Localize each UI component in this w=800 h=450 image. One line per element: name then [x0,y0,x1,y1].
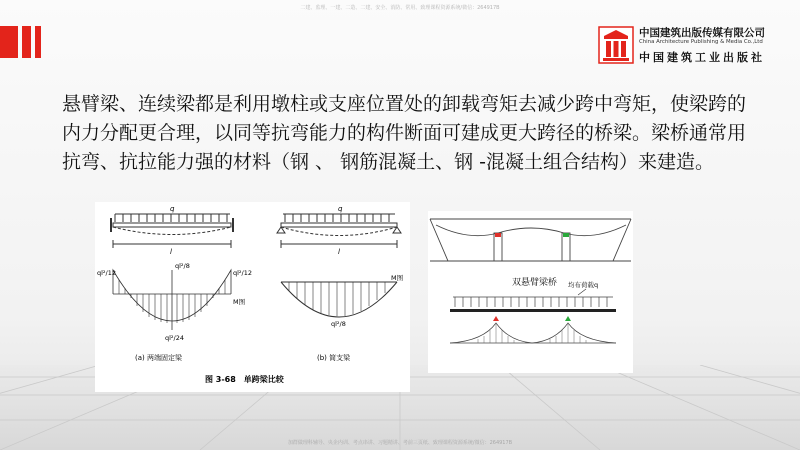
single-span-beam-figure [95,202,410,392]
load-label: 均布荷载q [568,281,599,289]
moment-end-right: ql²/12 [233,269,252,277]
paragraph-line: 悬臂梁、连续梁都是利用墩柱或支座位置处的卸载弯矩去减少跨中弯矩，使梁跨的 [62,93,747,115]
diagram-title: 双悬臂梁桥 [512,278,558,288]
accent-bar [0,26,18,58]
span-label: l [338,248,340,256]
double-cantilever-bridge-figure [428,211,633,373]
support-marker [495,233,501,237]
paragraph-line: 抗弯、抗拉能力强的材料（钢 、 钢筋混凝土、钢 -混凝土组合结构）来建造。 [62,151,714,173]
caption-b: (b) 简支梁 [317,354,351,362]
moment-mid-bottom: ql²/24 [165,334,184,342]
figure-caption: 图 3-68 单跨梁比较 [205,375,284,384]
accent-bar [22,26,31,58]
moment-mid-top: ql²/8 [175,262,190,270]
moment-end-left: ql²/12 [97,269,116,277]
beam [450,309,616,312]
accent-bar [35,26,41,58]
load-label: q [170,205,175,213]
span-label: l [170,248,172,256]
paragraph-line: 内力分配更合理，以同等抗弯能力的构件断面可建成更大跨径的桥梁。梁桥通常用 [62,122,747,144]
publisher-calligraphy: 中国建筑工业出版社 [639,51,765,64]
load-label: q [338,205,343,213]
caption-a: (a) 两端固定梁 [135,354,182,362]
support-marker [563,233,569,237]
body-paragraph [62,90,752,177]
m-label: M图 [233,298,246,306]
moment-mid-b: ql²/8 [331,320,346,328]
publisher-logo-icon [598,26,634,64]
m-label: M图 [391,274,404,282]
publisher-name-en: China Architecture Publishing & Media Co.,Ltd [639,39,763,45]
top-watermark-note: 二建、监理、一建、二造、二建、安全、消防、常用、致理课程资源系统/微信：264917B [300,5,500,11]
publisher-name-cn: 中国建筑出版传媒有限公司 [639,27,765,39]
bottom-watermark-note: 加群做理科辅导、央企内训、考点串讲、习题精讲、考前三页纸、致理课程资源系统/微信：264917B [287,440,513,446]
